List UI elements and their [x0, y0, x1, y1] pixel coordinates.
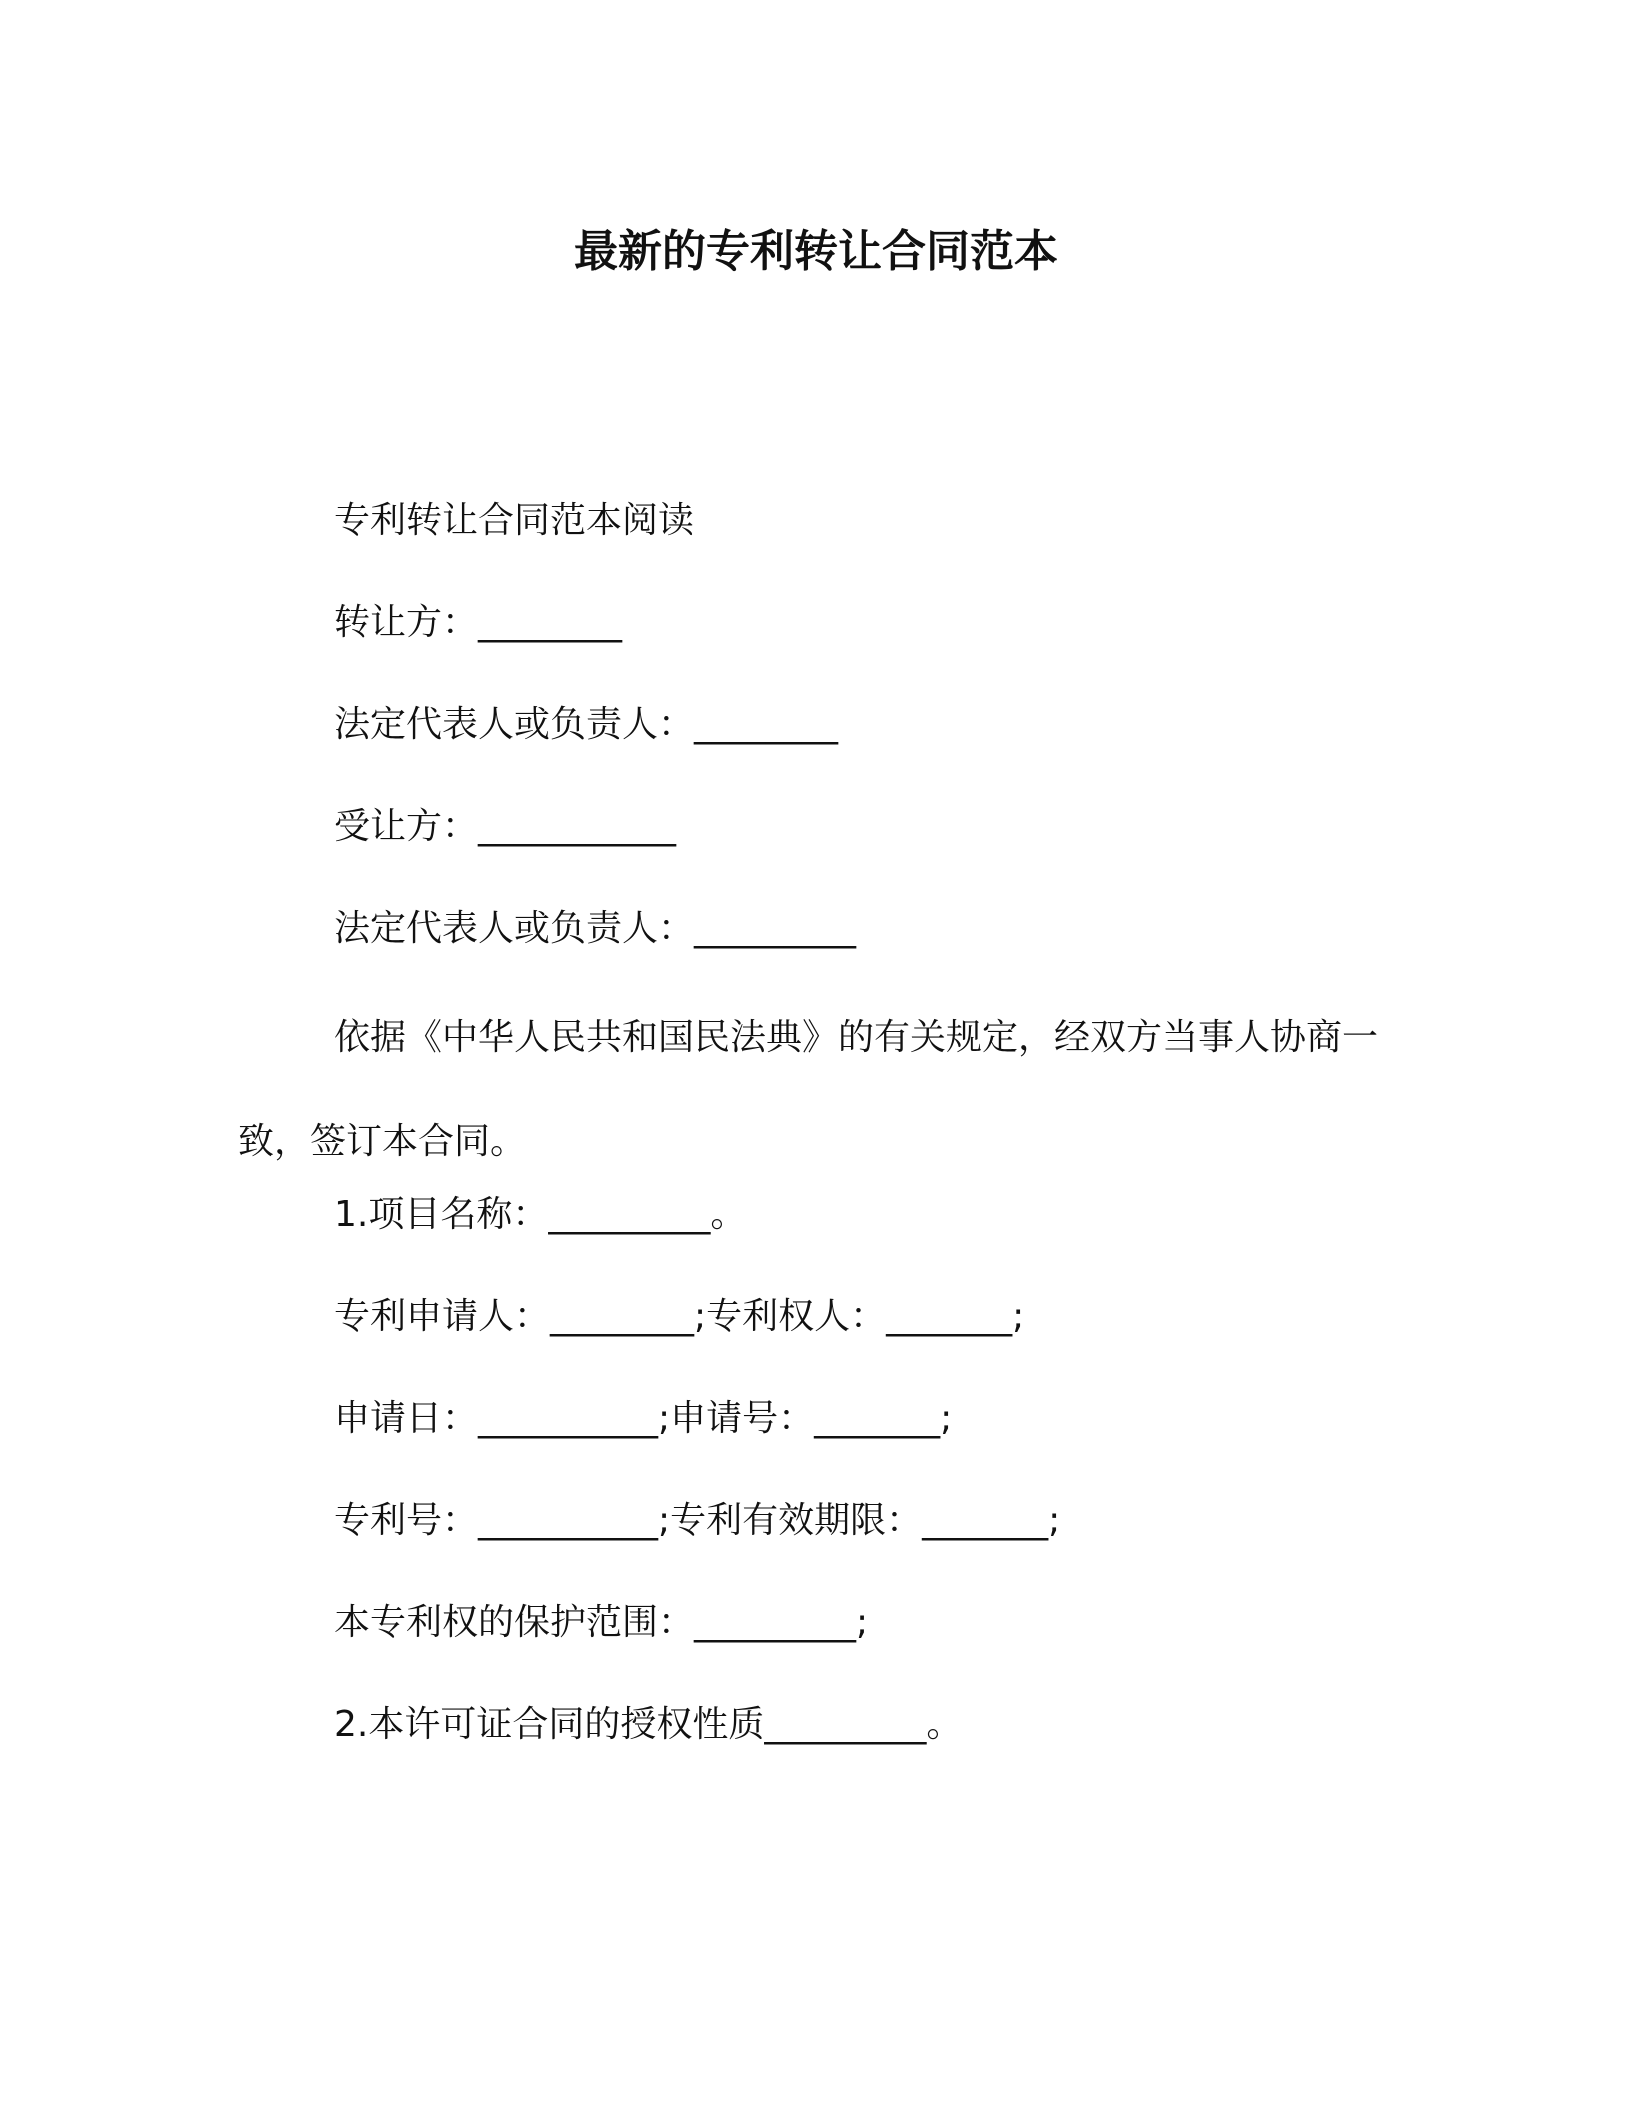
transferee-representative-line: 法定代表人或负责人：_________	[334, 908, 857, 949]
project-name-line: 1.项目名称：_________。	[334, 1194, 747, 1235]
patent-number-line: 专利号：__________;专利有效期限：_______;	[334, 1500, 1061, 1541]
license-nature-line: 2.本许可证合同的授权性质_________。	[334, 1704, 963, 1745]
transferor-representative-line: 法定代表人或负责人：________	[334, 704, 839, 745]
patent-applicant-line: 专利申请人：________;专利权人：_______;	[334, 1296, 1025, 1337]
document-title: 最新的专利转让合同范本	[574, 226, 1058, 277]
transferee-line: 受让方：___________	[334, 806, 677, 847]
transferor-line: 转让方：________	[334, 602, 623, 643]
legal-basis-paragraph: 依据《中华人民共和国民法典》的有关规定，经双方当事人协商一致，签订本合同。	[238, 1017, 1379, 1162]
subtitle-line: 专利转让合同范本阅读	[334, 500, 695, 541]
protection-scope-line: 本专利权的保护范围：_________;	[334, 1602, 869, 1643]
application-date-line: 申请日：__________;申请号：_______;	[334, 1398, 953, 1439]
